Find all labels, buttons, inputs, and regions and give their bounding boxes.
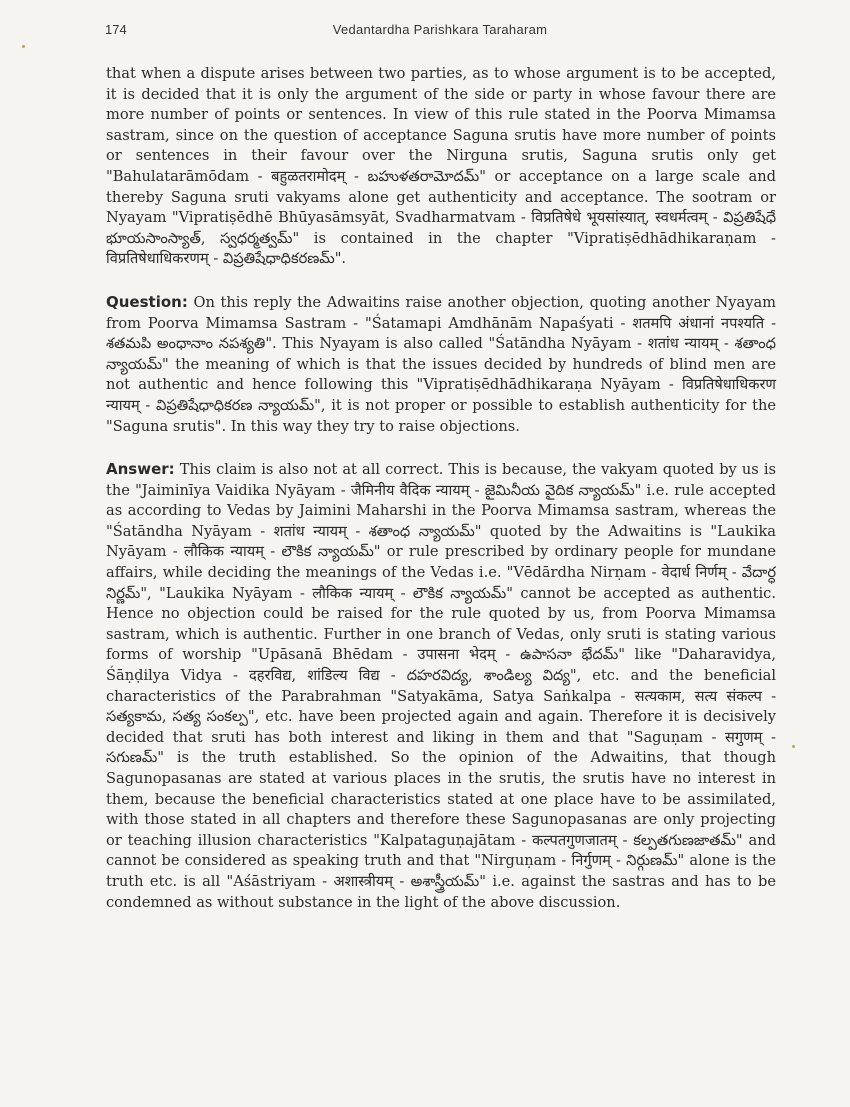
question-label: Question: <box>106 292 188 311</box>
paper-speck <box>792 745 795 748</box>
running-title: Vedantardha Parishkara Taraharam <box>332 22 548 37</box>
paragraph-question <box>106 292 776 437</box>
paragraph-continuation: that when a dispute arises between two parties, as to whose argument is to be accepted, it is decided that it is only the argument of the side or party in whose favour there are more number of points or sentences. In view of this rule stated in the Poorva Mimamsa sastram, since on the question of acceptance Saguna srutis have more number of points or sentences in their favour over the Nirguna srutis, Saguna srutis only get "Bahulatarāmōdam - बहुळतरामोदम् - బహుళతరామోదమ్" or acceptance on a large scale and thereby Saguna sruti vakyams alone get authenticity and acceptance. The sootram or Nyayam "Vipratiṣēdhē Bhūyasāmsyāt, Svadharmatvam - विप्रतिषेधे भूयसांस्यात्, स्वधर्मत्वम् - విప్రతిషేధే భూయసాంస్యాత్, స్వధర్మత్వమ్" is contained in the chapter "Vipratiṣēdhādhikaraṇam - विप्रतिषेधाधिकरणम् - విప్రతిషేధాధికరణమ్". <box>106 65 776 268</box>
question-text: On this reply the Adwaitins raise another objection, quoting another Nyayam from Poorva Mimamsa Sastram - "Śatamapi Amdhānām Napaśyati - शतमपि अंधानां नपश्यति - శతమపి అంధానాం నపశ్యతి". This Nyayam is also called "Śatāndha Nyāyam - शतांध न्यायम् - శతాంధ న్యాయమ్" the meaning of which is that the issues decided by hundreds of blind men are not authentic and hence following this "Vipratiṣēdhādhikaraṇa Nyāyam - विप्रतिषेधाधिकरण न्यायम् - విప్రతిషేధాధికరణ న్యాయమ్", it is not proper or possible to establish authenticity for the "Saguna srutis". In this way they try to raise objections. <box>106 293 776 435</box>
answer-label: Answer: <box>106 460 175 479</box>
paragraph-answer <box>106 459 776 913</box>
page-header <box>105 22 775 42</box>
answer-text: This claim is also not at all correct. This is because, the vakyam quoted by us is the "Jaiminīya Vaidika Nyāyam - जैमिनीय वैदिक न्यायम् - జైమినీయ వైదిక న్యాయమ్" i.e. rule accepted as according to Vedas by Jaimini Maharshi in the Poorva Mimamsa sastram, whereas the "Śatāndha Nyāyam - शतांध न्यायम् - శతాంధ న్యాయమ్" quoted by the Adwaitins is "Laukika Nyāyam - लौकिक न्यायम् - లౌకిక న్యాయమ్" or rule prescribed by ordinary people for mundane affairs, while deciding the meanings of the Vedas i.e. "Vēdārdha Nirṇam - वेदार्ध निर्णम् - వేదార్ధ నిర్ణమ్", "Laukika Nyāyam - लौकिक न्यायम् - లౌకిక న్యాయమ్" cannot be accepted as authentic. Hence no objection could be raised for the rule quoted by us, from Poorva Mimamsa sastram, which is authentic. Further in one branch of Vedas, only sruti is stating various forms of worship "Upāsanā Bhēdam - उपासना भेदम् - ఉపాసనా భేదమ్" like "Daharavidya, Śāṇḍilya Vidya - दहरविद्य, शांडिल्य विद्य - దహరవిద్య, శాండిల్య విద్య", etc. and the beneficial characteristics of the Parabrahman "Satyakāma, Satya Saṅkalpa - सत्यकाम, सत्य संकल्प - సత్యకామ, సత్య సంకల్ప", etc. have been projected again and again. Therefore it is decisively decided that sruti has both interest and liking in them and that "Saguṇam - सगुणम् - సగుణమ్" is the truth established. So the opinion of the Adwaitins, that though Sagunopasanas are stated at various places in the srutis, the srutis have no interest in them, because the beneficial characteristics stated at one place have to be assimilated, with those stated in all chapters and therefore these Sagunopasanas are only projecting or teaching illusion characteristics "Kalpataguṇajātam - कल्पतगुणजातम् - కల్పతగుణజాతమ్" and cannot be considered as speaking truth and that "Nirguṇam - निर्गुणम् - నిర్గుణమ్" alone is the truth etc. is all "Aśāstriyam - अशास्त्रीयम् - అశాస్త్రీయమ్" i.e. against the sastras and has to be condemned as without substance in the light of the above discussion. <box>106 461 776 911</box>
page-number: 174 <box>105 22 127 37</box>
paper-speck <box>22 45 25 48</box>
page-body <box>106 64 776 913</box>
